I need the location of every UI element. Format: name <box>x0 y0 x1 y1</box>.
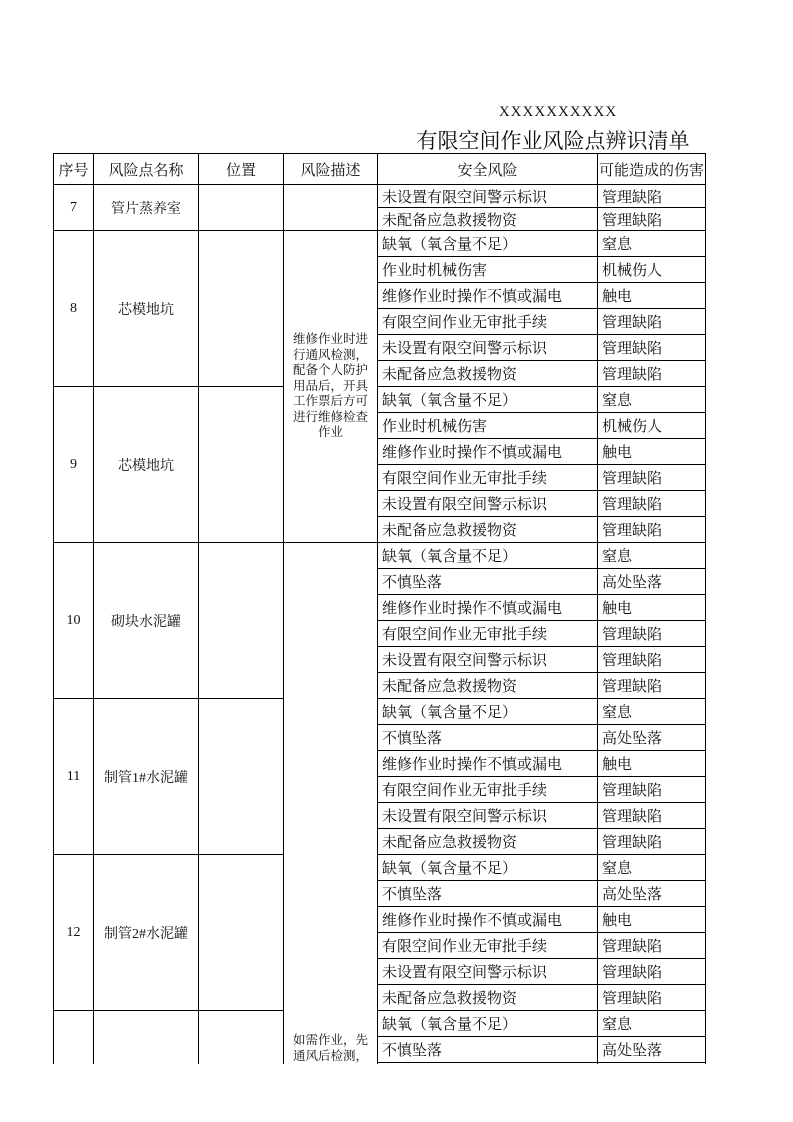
cell-safety-risk: 维修作业时操作不慎或漏电 <box>378 907 598 933</box>
cell-safety-risk: 缺氧（氧含量不足） <box>378 543 598 569</box>
org-name-placeholder: XXXXXXXXXX <box>498 104 618 120</box>
cell-safety-risk: 作业时机械伤害 <box>378 413 598 439</box>
cell-possible-harm: 管理缺陷 <box>598 959 706 985</box>
cell-possible-harm: 管理缺陷 <box>598 933 706 959</box>
cell-safety-risk: 未设置有限空间警示标识 <box>378 335 598 361</box>
cell-safety-risk: 不慎坠落 <box>378 725 598 751</box>
cell-row-number: 7 <box>54 185 94 231</box>
cell-safety-risk: 缺氧（氧含量不足） <box>378 699 598 725</box>
cell-safety-risk: 维修作业时操作不慎或漏电 <box>378 751 598 777</box>
cell-risk-point-name: 芯模地坑 <box>94 387 199 543</box>
cell-risk-point-name: 砌块水泥罐 <box>94 543 199 699</box>
page-title: 有限空间作业风险点辨识清单 <box>416 129 690 153</box>
cell-possible-harm: 机械伤人 <box>598 413 706 439</box>
cell-possible-harm: 触电 <box>598 283 706 309</box>
cell-row-number: 12 <box>54 855 94 1011</box>
risk-description-text: 维修作业时进行通风检测，配备个人防护用品后，开具工作票后方可进行维修检查作业 <box>292 332 368 440</box>
cell-safety-risk: 未设置有限空间警示标识 <box>378 959 598 985</box>
column-header: 可能造成的伤害 <box>598 154 706 185</box>
cell-safety-risk: 有限空间作业无审批手续 <box>378 777 598 803</box>
cell-risk-point-name: 芯模地坑 <box>94 231 199 387</box>
cell-possible-harm: 管理缺陷 <box>598 777 706 803</box>
cell-possible-harm: 窒息 <box>598 231 706 257</box>
cell-safety-risk: 缺氧（氧含量不足） <box>378 231 598 257</box>
table-row <box>54 855 706 881</box>
table-row <box>54 185 706 208</box>
cell-possible-harm: 管理缺陷 <box>598 185 706 208</box>
cell-safety-risk: 未配备应急救援物资 <box>378 361 598 387</box>
cell-location <box>199 231 284 387</box>
cell-possible-harm: 高处坠落 <box>598 569 706 595</box>
cell-possible-harm: 管理缺陷 <box>598 335 706 361</box>
cell-safety-risk: 未配备应急救援物资 <box>378 673 598 699</box>
cell-safety-risk: 未设置有限空间警示标识 <box>378 647 598 673</box>
cell-row-number <box>54 1011 94 1065</box>
cell-safety-risk: 维修作业时操作不慎或漏电 <box>378 283 598 309</box>
cell-safety-risk: 缺氧（氧含量不足） <box>378 387 598 413</box>
cell-safety-risk: 有限空间作业无审批手续 <box>378 309 598 335</box>
cell-possible-harm <box>598 1063 706 1065</box>
table-header-row <box>54 154 706 185</box>
column-header: 风险描述 <box>284 154 378 185</box>
cell-possible-harm: 窒息 <box>598 387 706 413</box>
cell-possible-harm: 高处坠落 <box>598 725 706 751</box>
cell-safety-risk: 未设置有限空间警示标识 <box>378 803 598 829</box>
cell-safety-risk: 缺氧（氧含量不足） <box>378 1011 598 1037</box>
cell-risk-description <box>284 543 378 1065</box>
cell-possible-harm: 高处坠落 <box>598 881 706 907</box>
table-row <box>54 231 706 257</box>
cell-location <box>199 699 284 855</box>
cell-possible-harm: 窒息 <box>598 543 706 569</box>
cell-risk-point-name: 制管1#水泥罐 <box>94 699 199 855</box>
cell-safety-risk: 未配备应急救援物资 <box>378 517 598 543</box>
cell-possible-harm: 管理缺陷 <box>598 803 706 829</box>
cell-safety-risk: 有限空间作业无审批手续 <box>378 465 598 491</box>
cell-possible-harm: 管理缺陷 <box>598 829 706 855</box>
table-row <box>54 543 706 569</box>
cell-possible-harm: 触电 <box>598 751 706 777</box>
cell-safety-risk: 不慎坠落 <box>378 881 598 907</box>
cell-risk-point-name <box>94 1011 199 1065</box>
cell-risk-description <box>284 231 378 543</box>
cell-possible-harm: 管理缺陷 <box>598 208 706 231</box>
cell-possible-harm: 管理缺陷 <box>598 647 706 673</box>
cell-possible-harm: 管理缺陷 <box>598 361 706 387</box>
cell-possible-harm: 管理缺陷 <box>598 517 706 543</box>
table-row <box>54 387 706 413</box>
cell-location <box>199 1011 284 1065</box>
table-row <box>54 699 706 725</box>
cell-safety-risk: 未配备应急救援物资 <box>378 208 598 231</box>
cell-row-number: 10 <box>54 543 94 699</box>
cell-location <box>199 855 284 1011</box>
cell-possible-harm: 机械伤人 <box>598 257 706 283</box>
cell-possible-harm: 高处坠落 <box>598 1037 706 1063</box>
cell-possible-harm: 触电 <box>598 439 706 465</box>
cell-row-number: 9 <box>54 387 94 543</box>
cell-possible-harm: 管理缺陷 <box>598 491 706 517</box>
cell-safety-risk: 未配备应急救援物资 <box>378 829 598 855</box>
risk-table-container <box>53 153 709 1064</box>
cell-safety-risk: 作业时机械伤害 <box>378 257 598 283</box>
cell-possible-harm: 窒息 <box>598 699 706 725</box>
cell-safety-risk: 缺氧（氧含量不足） <box>378 855 598 881</box>
cell-row-number: 8 <box>54 231 94 387</box>
cell-location <box>199 185 284 231</box>
cell-possible-harm: 管理缺陷 <box>598 673 706 699</box>
cell-safety-risk: 未设置有限空间警示标识 <box>378 491 598 517</box>
cell-possible-harm: 管理缺陷 <box>598 465 706 491</box>
cell-safety-risk: 维修作业时操作不慎或漏电 <box>378 595 598 621</box>
risk-description-text: 如需作业，先通风后检测， <box>292 1033 368 1063</box>
table-row <box>54 1011 706 1037</box>
cell-risk-point-name: 管片蒸养室 <box>94 185 199 231</box>
cell-possible-harm: 触电 <box>598 595 706 621</box>
column-header: 位置 <box>199 154 284 185</box>
column-header: 安全风险 <box>378 154 598 185</box>
risk-table <box>53 153 706 1064</box>
cell-safety-risk: 不慎坠落 <box>378 1037 598 1063</box>
cell-possible-harm: 窒息 <box>598 855 706 881</box>
cell-safety-risk: 不慎坠落 <box>378 569 598 595</box>
cell-row-number: 11 <box>54 699 94 855</box>
cell-possible-harm: 管理缺陷 <box>598 985 706 1011</box>
cell-safety-risk: 有限空间作业无审批手续 <box>378 933 598 959</box>
cell-location <box>199 543 284 699</box>
cell-safety-risk <box>378 1063 598 1065</box>
cell-risk-point-name: 制管2#水泥罐 <box>94 855 199 1011</box>
cell-possible-harm: 触电 <box>598 907 706 933</box>
cell-possible-harm: 管理缺陷 <box>598 309 706 335</box>
column-header: 序号 <box>54 154 94 185</box>
risk-table-body <box>54 185 706 1065</box>
cell-safety-risk: 未配备应急救援物资 <box>378 985 598 1011</box>
cell-risk-description <box>284 185 378 231</box>
cell-safety-risk: 未设置有限空间警示标识 <box>378 185 598 208</box>
cell-safety-risk: 维修作业时操作不慎或漏电 <box>378 439 598 465</box>
cell-location <box>199 387 284 543</box>
cell-possible-harm: 管理缺陷 <box>598 621 706 647</box>
cell-safety-risk: 有限空间作业无审批手续 <box>378 621 598 647</box>
cell-possible-harm: 窒息 <box>598 1011 706 1037</box>
column-header: 风险点名称 <box>94 154 199 185</box>
